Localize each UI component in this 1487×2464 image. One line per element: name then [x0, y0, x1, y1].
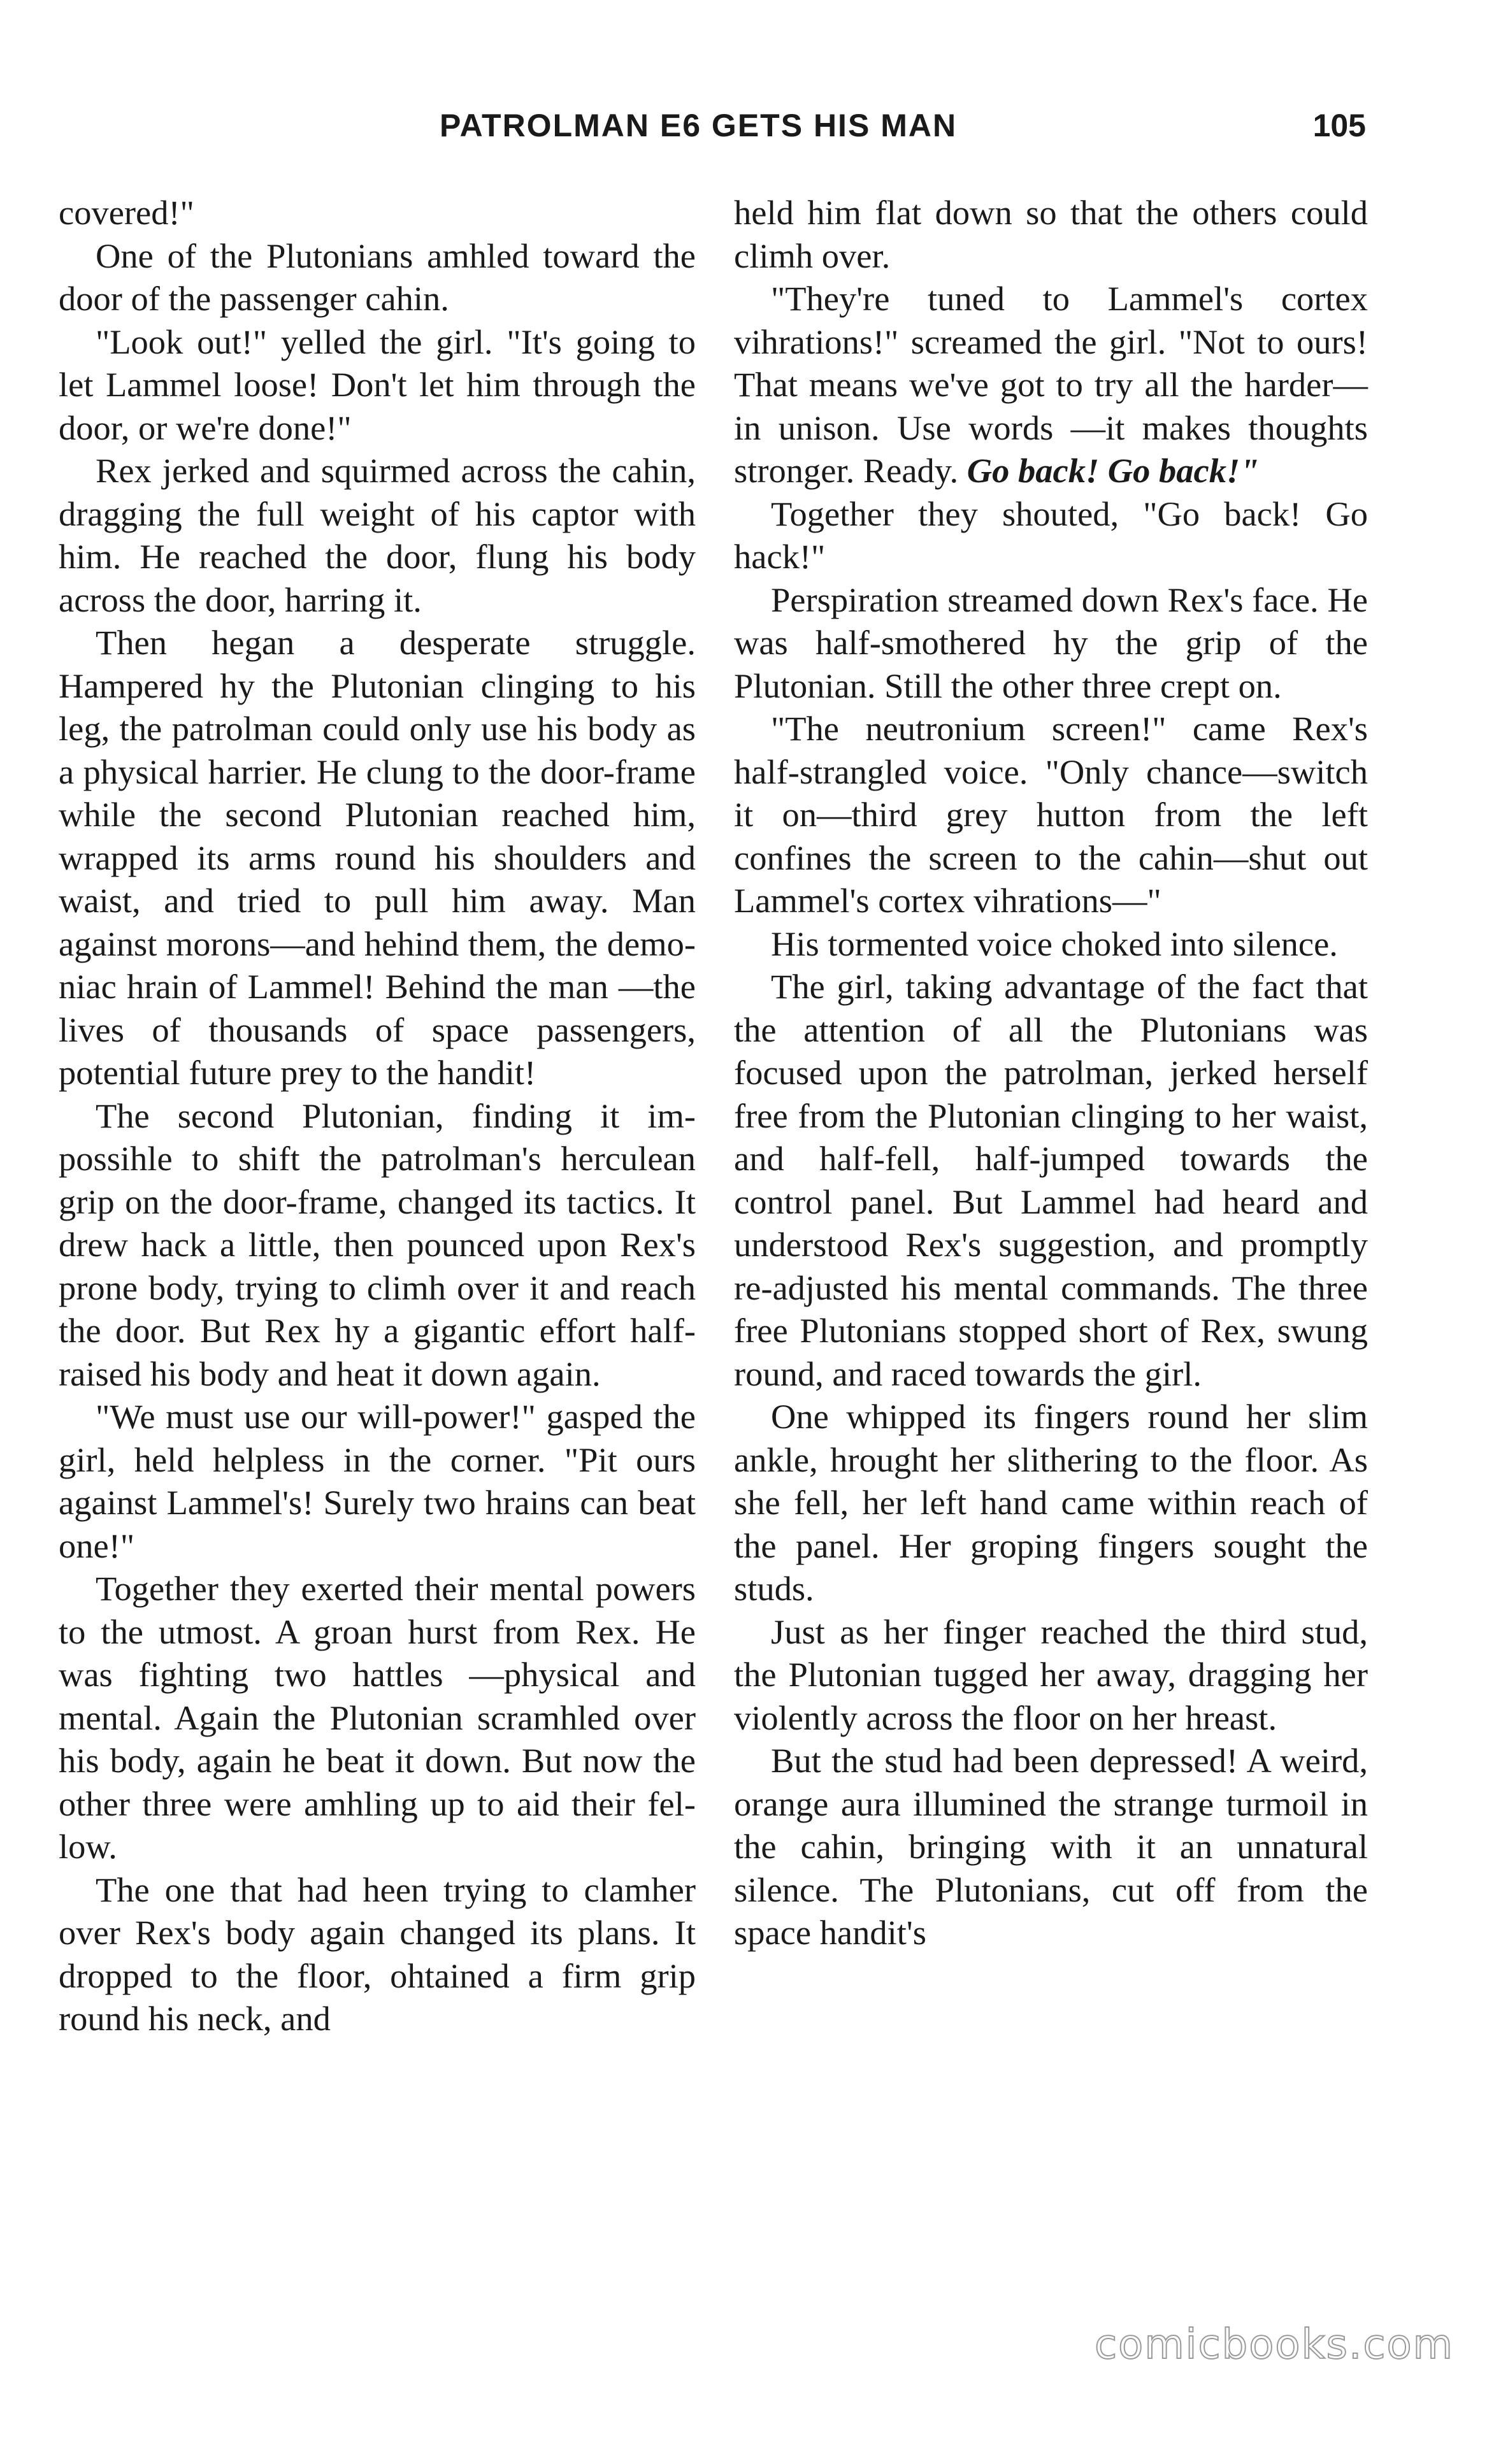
left-text-column: [59, 191, 696, 2040]
paragraph: His tormented voice choked into silence.: [771, 924, 1338, 963]
paragraph: Rex jerked and squirmed across the cahin, dragging the full weight of his captor with him. He reached the door, flung his body across the door, harring it.: [59, 451, 696, 619]
paragraph: One whipped its fingers round her slim ankle, hrought her slithering to the floor. As she fell, her left hand came within reach of the panel. Her groping fingers sought the studs.: [734, 1397, 1368, 1608]
paragraph: [734, 277, 1368, 492]
paragraph: Together they exerted their mental powers to the utmost. A groan hurst from Rex. He was fighting two hattles —physical and mental. Again the Plutonian scramhled over his body, again he beat it down. But now the other three were amhling up to aid their fellow.: [59, 1569, 696, 1866]
paragraph: Together they shouted, "Go back! Go hack!": [734, 494, 1368, 576]
paragraph: held him flat down so that the others could climh over.: [734, 193, 1368, 275]
paragraph: Then hegan a desperate struggle. Hampered hy the Plutonian clinging to his leg, the patrolman could only use his body as a physical harrier. He clung to the door-frame while the second Plutonian reached him, wrapped its arms round his shoulders and waist, and tried to pull him away. Man against morons—and hehind them, the demoniac hrain of Lammel! Behind the man —the lives of thousands of space passengers, potential future prey to the handit!: [59, 623, 696, 1092]
paragraph: "The neutronium screen!" came Rex's half-strangled voice. "Only chance—switch it on—third grey hutton from the left confines the screen to the cahin—shut out Lammel's cortex vihrations—": [734, 709, 1368, 920]
paragraph: The second Plutonian, finding it impossihle to shift the patrolman's herculean grip on the door-frame, changed its tactics. It drew hack a little, then pounced upon Rex's prone body, trying to climh over it and reach the door. But Rex hy a gigantic effort half-raised his body and heat it down again.: [59, 1096, 696, 1393]
emphasized-text: Go back! Go back!": [966, 451, 1260, 490]
paragraph-text: "They're tuned to Lammel's cortex vihrations!" screamed the girl. "Not to ours! That means we've got to try all the harder—in unison. Use words —it makes thoughts stronger. Ready.: [734, 279, 1368, 490]
paragraph: "Look out!" yelled the girl. "It's going to let Lammel loose! Don't let him through the door, or we're done!": [59, 322, 696, 447]
watermark: comicbooks.com: [1094, 2321, 1454, 2368]
paragraph: "We must use our will-power!" gasped the girl, held helpless in the corner. "Pit ours against Lammel's! Surely two hrains can beat one!": [59, 1397, 696, 1565]
right-text-column: [734, 191, 1368, 1954]
paragraph: Just as her finger reached the third stud, the Plutonian tugged her away, dragging her violently across the floor on her hreast.: [734, 1612, 1368, 1737]
page-number: 105: [1312, 108, 1366, 143]
paragraph: covered!": [59, 193, 194, 232]
paragraph: The one that had heen trying to clamher over Rex's body again changed its plans. It dropped to the floor, ohtained a firm grip round his neck, and: [59, 1870, 696, 2038]
running-title: PATROLMAN E6 GETS HIS MAN: [440, 108, 958, 143]
paragraph: One of the Plutonians amhled toward the door of the passenger cahin.: [59, 236, 696, 318]
paragraph: But the stud had been depressed! A weird, orange aura illumined the strange turmoil in the cahin, bringing with it an unnatural silence. The Plutonians, cut off from the space handit's: [734, 1741, 1368, 1952]
paragraph: Perspiration streamed down Rex's face. He was half-smothered hy the grip of the Plutonian. Still the other three crept on.: [734, 580, 1368, 705]
paragraph: The girl, taking advantage of the fact that the attention of all the Plutonians was focused upon the patrolman, jerked herself free from the Plutonian clinging to her waist, and half-fell, half-jumped towards the control panel. But Lammel had heard and understood Rex's suggestion, and promptly re-adjusted his mental commands. The three free Plutonians stopped short of Rex, swung round, and raced towards the girl.: [734, 967, 1368, 1393]
